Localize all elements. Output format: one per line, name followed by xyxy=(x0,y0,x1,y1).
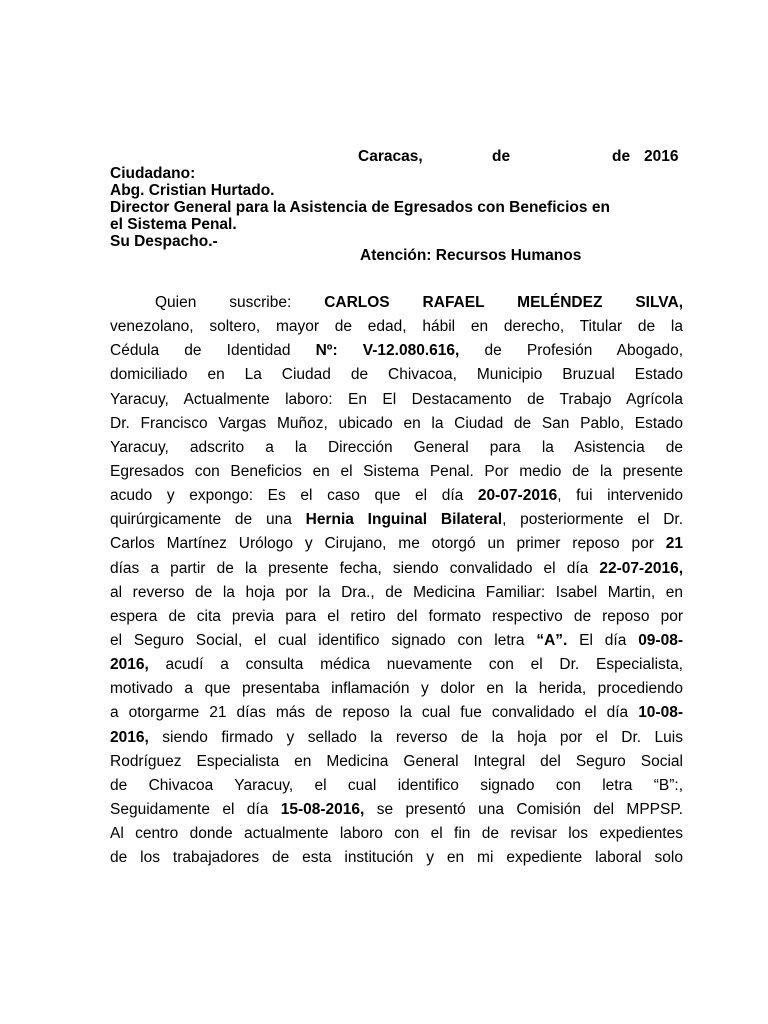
body-text-segment: días a partir de la presente fecha, siendo convalidado el día xyxy=(110,559,600,577)
body-text-segment: al reverso de la hoja por la Dra., de Medicina Familiar: Isabel Martin, en xyxy=(110,583,683,601)
body-text-segment: domiciliado en La Ciudad de Chivacoa, Municipio Bruzual Estado xyxy=(110,366,683,384)
bold-text: CARLOS RAFAEL MELÉNDEZ SILVA, xyxy=(324,294,683,311)
body-line xyxy=(110,701,683,725)
bold-text: 22-07-2016, xyxy=(599,559,683,577)
date-city: Caracas, xyxy=(358,148,423,165)
body-text-segment: , fui intervenido xyxy=(557,487,683,505)
letter-body xyxy=(110,291,683,870)
body-line xyxy=(110,532,683,556)
date-year: 2016 xyxy=(644,148,679,165)
body-text-segment: Yaracuy, Actualmente laboro: En El Destacamento de Trabajo Agrícola xyxy=(110,390,683,408)
body-text-segment: espera de cita previa para el retiro del formato respectivo de reposo por xyxy=(110,607,683,625)
bold-text: Hernia Inguinal Bilateral xyxy=(305,511,503,529)
body-line xyxy=(110,677,683,701)
bold-text: 2016, xyxy=(110,728,149,746)
bold-text: 10-08- xyxy=(638,704,683,722)
body-line xyxy=(110,846,683,870)
body-text-segment: Yaracuy, adscrito a la Dirección General para la Asistencia de xyxy=(110,438,683,456)
body-line xyxy=(110,605,683,629)
bold-text: “A”. xyxy=(536,631,568,649)
body-text-segment: El día xyxy=(567,631,639,649)
body-line xyxy=(110,822,683,846)
bold-text: Nº: V-12.080.616, xyxy=(315,342,460,360)
body-line xyxy=(110,508,683,532)
body-text-segment: siendo firmado y sellado la reverso de la hoja por el Dr. Luis xyxy=(148,728,683,746)
body-text-segment: el Seguro Social, el cual identifico signado con letra xyxy=(110,631,537,649)
body-line xyxy=(110,557,683,581)
body-text-segment: Carlos Martínez Urólogo y Cirujano, me otorgó un primer reposo por xyxy=(110,535,666,553)
body-text-segment: de los trabajadores de esta institución y en mi expediente laboral solo xyxy=(110,849,683,867)
body-line xyxy=(110,339,683,363)
body-text-segment: Quien suscribe: xyxy=(155,294,325,311)
salutation: Ciudadano: xyxy=(110,165,196,182)
body-line xyxy=(110,412,683,436)
date-de-2: de xyxy=(612,148,631,165)
body-line xyxy=(110,315,683,339)
body-line xyxy=(110,581,683,605)
body-line xyxy=(110,484,683,508)
bold-text: 21 xyxy=(665,535,683,553)
body-text-segment: Seguidamente el día xyxy=(110,800,281,818)
body-text-segment: se presentó una Comisión del MPPSP. xyxy=(364,800,683,818)
body-line xyxy=(110,653,683,677)
body-line xyxy=(110,388,683,412)
body-text-segment: a otorgarme 21 días más de reposo la cual fue convalidado el día xyxy=(110,704,639,722)
body-text-segment: de Profesión Abogado, xyxy=(459,342,684,360)
body-line xyxy=(110,460,683,484)
body-line xyxy=(110,726,683,750)
body-line xyxy=(110,291,683,315)
bold-text: 09-08- xyxy=(638,631,683,649)
body-text-segment: Dr. Francisco Vargas Muñoz, ubicado en la Ciudad de San Pablo, Estado xyxy=(110,414,683,432)
recipient-name: Abg. Cristian Hurtado. xyxy=(110,182,275,199)
body-text-segment: de Chivacoa Yaracuy, el cual identifico signado con letra “B”:, xyxy=(110,776,683,794)
body-text-segment: Egresados con Beneficios en el Sistema Penal. Por medio de la presente xyxy=(110,462,683,480)
body-text-segment: , posteriormente el Dr. xyxy=(502,511,684,529)
date-de-1: de xyxy=(492,148,511,165)
body-line xyxy=(110,798,683,822)
body-text-segment: Rodríguez Especialista en Medicina General Integral del Seguro Social xyxy=(110,752,683,770)
bold-text: 20-07-2016 xyxy=(477,487,558,505)
body-text-segment: Al centro donde actualmente laboro con el fin de revisar los expedientes xyxy=(110,825,683,843)
body-text-segment: quirúrgicamente de una xyxy=(110,511,306,529)
body-line xyxy=(110,363,683,387)
bold-text: 2016, xyxy=(110,656,149,674)
recipient-title-line-1: Director General para la Asistencia de Egresados con Beneficios en xyxy=(110,199,610,216)
body-text-segment: acudo y expongo: Es el caso que el día xyxy=(110,487,478,505)
body-line xyxy=(110,436,683,460)
body-text-segment: motivado a que presentaba inflamación y dolor en la herida, procediendo xyxy=(110,680,683,698)
body-line xyxy=(110,774,683,798)
body-text-segment: acudí a consulta médica nuevamente con el Dr. Especialista, xyxy=(148,656,683,674)
recipient-title-line-2: el Sistema Penal. xyxy=(110,216,237,233)
body-line xyxy=(110,750,683,774)
body-text-segment: Cédula de Identidad xyxy=(110,342,316,360)
bold-text: 15-08-2016, xyxy=(280,800,365,818)
attention-line: Atención: Recursos Humanos xyxy=(360,247,582,264)
office-line: Su Despacho.- xyxy=(110,233,218,250)
body-text-segment: venezolano, soltero, mayor de edad, hábil en derecho, Titular de la xyxy=(110,318,683,336)
date-line xyxy=(110,148,683,168)
body-line xyxy=(110,629,683,653)
